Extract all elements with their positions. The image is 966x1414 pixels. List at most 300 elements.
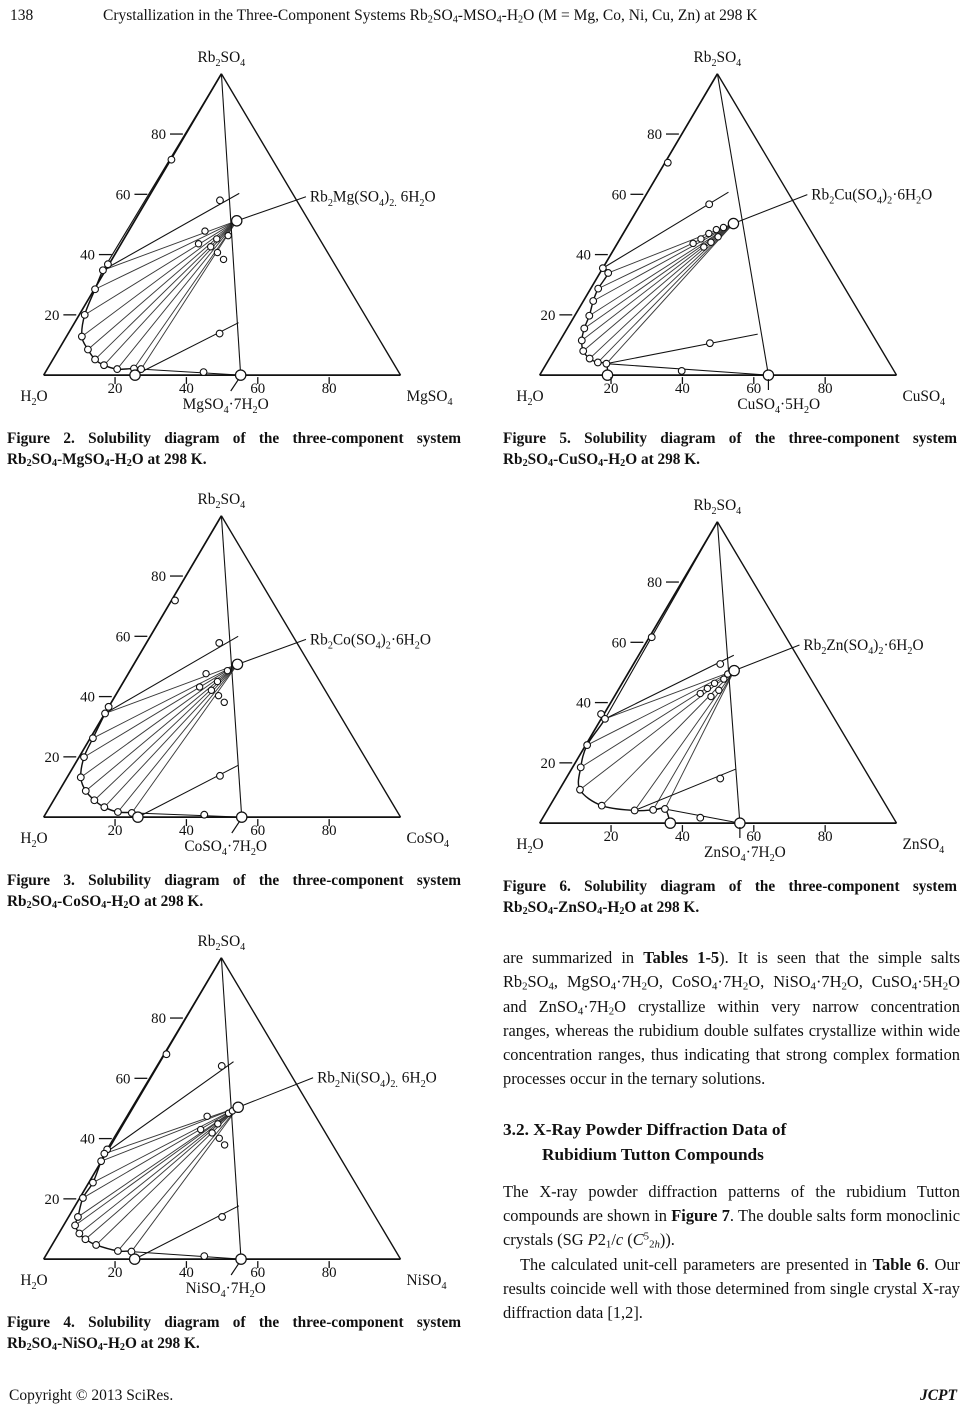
tspan-element: 4 [444,839,450,851]
tspan-element: 4 [736,506,742,518]
left-corner-label [516,836,543,856]
data-point [648,634,655,641]
tspan-element: O [36,829,48,847]
b-element: Table 6 [872,1254,925,1274]
line-element [717,74,896,375]
data-point [577,786,584,793]
tspan-element: CoSO [184,837,222,855]
tspan-element: 80 [321,822,337,839]
tspan-element: ·7H [225,1279,250,1297]
sub-element: 1 [605,1238,612,1251]
data-point [201,1253,208,1260]
data-point [236,1254,246,1264]
page-number: 138 [10,7,34,24]
line-element [734,645,799,671]
line-element [237,197,306,221]
data-point [664,159,671,166]
tspan-element: 20 [540,755,556,772]
bottom-axis-tick-label [250,1265,265,1281]
data-point [233,1102,243,1112]
data-point [82,1236,89,1243]
data-point [98,1158,105,1165]
sub-element: 4 [711,980,718,993]
sub-element: 4 [97,1342,103,1354]
figure-3-caption [6,870,462,913]
data-point [82,788,89,795]
line-element [141,221,237,369]
bottom-axis-tick-label [746,381,761,397]
line-element [221,958,400,1259]
tspan-element: 4 [223,404,229,416]
data-point [92,356,99,363]
line-element [138,765,238,817]
tspan-element: 4 [876,195,883,207]
triangle [540,74,897,375]
section-heading [503,1117,960,1167]
tspan-element: 60 [746,380,762,397]
tspan-element: SO [220,932,241,950]
data-point [662,806,669,813]
tspan-element: 2 [31,839,37,851]
data-point [711,680,717,686]
apex-label [198,491,246,511]
line-element [96,1107,238,1245]
tspan-element: Rb [693,496,712,514]
bottom-axis-tick-label [108,823,123,839]
data-point [678,368,685,375]
data-point [650,806,657,813]
tspan-element: CuSO [737,395,775,413]
left-axis-tick-label [541,308,556,324]
sub-element: 2 [942,980,949,993]
apex-label [694,497,742,517]
data-point [198,1126,204,1132]
tspan-element: 80 [817,380,833,397]
bottom-axis-tick-label [604,829,619,845]
data-point [713,226,719,232]
figure-3-block [6,490,462,913]
page-title: Crystallization in the Three-Component Systems $Rb_2SO_4-MSO_4-H_2O$ (M = Mg, Co, Ni, Cu, Zn) at 298 K [103,7,758,26]
data-point [590,298,597,305]
page-footer [9,1387,957,1405]
tspan-element: O [921,186,933,204]
sub-element: 4 [52,900,58,912]
sub-element: 4 [548,980,554,993]
data-point [697,814,704,821]
phase-lines [105,516,306,817]
hydrate-label [183,396,269,416]
figure-6-caption [502,876,958,919]
tspan-element: 40 [80,689,95,706]
tspan-element: 2 [821,646,827,658]
tspan-element: 2 [907,646,913,658]
data-point [224,667,230,673]
data-point [216,330,223,337]
tspan-element: 40 [576,247,591,264]
tspan-element: H [20,829,32,847]
tspan-element: ·7H [745,843,770,861]
tie-lines [75,1107,238,1251]
tspan-element: O [36,1271,48,1289]
figure-2-caption-line2: $Rb_2SO_4-MgSO_4-H_2O$ at 298 K. [7,451,207,470]
tspan-element: MgSO [182,395,224,413]
data-point [196,684,202,690]
data-point [218,1063,225,1070]
bottom-axis-tick-label [322,381,337,397]
tspan-element: CuSO [902,387,941,405]
data-point [101,362,108,369]
line-element [101,1107,238,1161]
left-corner-label [20,1272,47,1292]
data-point [217,772,224,779]
data-point [717,775,724,782]
sub-element: 4 [104,458,110,470]
data-point [728,218,738,228]
tspan-element: 4 [441,1281,447,1293]
tspan-element: 2 [803,404,810,416]
data-point [584,742,591,749]
tspan-element: 2 [829,195,835,207]
hydrate-label [186,1280,266,1300]
data-point [217,197,224,204]
line-element [598,224,733,289]
tspan-element: 4 [375,640,381,652]
bottom-axis-tick-label [322,823,337,839]
apex-label [198,933,246,953]
figure-6-caption-line2: $Rb_2SO_4-ZnSO_4-H_2O$ at 298 K. [503,899,700,918]
left-axis-tick-label [151,1011,166,1027]
tspan-element: Rb [811,186,830,204]
data-point [215,1121,221,1127]
i-element: c [615,1230,624,1250]
data-point [130,1254,140,1264]
line-element [231,379,239,391]
data-points [72,1051,246,1264]
left-axis-tick-label [45,308,60,324]
labels [516,49,945,416]
data-point [115,809,122,816]
b-element: Figure 7 [671,1206,730,1226]
tspan-element: 2 [419,197,425,209]
data-point [202,228,208,234]
data-point [214,678,220,684]
line-element [141,369,241,375]
sub-element: 2 [26,458,32,470]
data-point [605,270,612,277]
data-point [81,754,88,761]
data-point [220,256,226,262]
left-axis-tick-label [576,696,591,712]
data-point [214,236,220,242]
line-element [93,1107,238,1182]
bottom-axis-tick-label [179,823,194,839]
figure-4-caption [6,1312,462,1355]
tspan-element: 2 [215,58,221,70]
axis-ticks [45,127,337,397]
line-element [105,516,221,714]
tspan-element: 2 [887,195,893,207]
left-axis-tick-label [80,1132,95,1148]
tspan-element: 80 [817,828,833,845]
data-point [101,1150,108,1157]
tspan-element: 20 [44,749,60,766]
labels [20,933,446,1300]
tspan-element: 40 [178,1264,194,1281]
line-element [134,221,237,369]
tspan-element: H [20,387,32,405]
tspan-element: 20 [540,307,556,324]
left-axis-tick-label [80,248,95,264]
line-element [221,516,400,817]
tspan-element: 20 [107,1264,123,1281]
tspan-element: 2 [878,646,884,658]
tspan-element: 4 [240,58,246,70]
tspan-element: 60 [611,635,627,652]
tspan-element: NiSO [406,1271,442,1289]
data-point [706,230,712,236]
data-point [580,348,587,355]
sub-element: 4 [548,906,554,918]
data-point [701,244,707,250]
data-point [631,807,638,814]
tspan-element: 2 [327,197,333,209]
tspan-element: Rb [803,636,822,654]
data-point [76,1230,83,1237]
figure-2-caption-line1: Figure 2. Solubility diagram of the three-component system [7,429,461,447]
line-element [606,364,768,375]
right-corner-label [406,388,452,408]
data-point [101,804,108,811]
data-point [91,797,98,804]
bottom-axis-tick-label [322,1265,337,1281]
tspan-element: 2 [769,852,775,864]
sub-element: 2 [742,980,749,993]
data-point [690,240,696,246]
tspan-element: 40 [674,828,690,845]
tspan-element: Rb [309,631,328,649]
tspan-element: 60 [115,629,131,646]
data-point [697,690,703,696]
line-element [85,1107,238,1239]
line-element [104,664,237,807]
bottom-axis-tick-label [108,1265,123,1281]
tspan-element: 4 [240,942,246,954]
tspan-element: O [254,1279,266,1297]
data-point [594,359,601,366]
data-point [586,355,593,362]
data-point [114,366,121,373]
tspan-element: 4 [447,397,453,409]
data-point [221,699,227,705]
axis-ticks [541,575,833,845]
tspan-element: 80 [321,380,337,397]
tspan-element: 4 [380,1078,386,1090]
paragraph-results: are summarized in Tables 1-5). It is seen that the simple salts $Rb_2SO_4$, $MgSO_4\cdot 7H_2O$, $CoSO_4\cdot 7H_2O$, $NiSO_4\cdot 7H_2O$, $CuSO_4\cdot 5H_2O$ and $ZnSO_4\cdot 7H_2O$ crystallize within very narrow concentration ranges, whereas the rubidium double sulfates crystallize within wide concentration ranges, thus indicating that strong complex formation processes occur in the ternary solutions. [503,948,960,1089]
data-point [93,1242,100,1249]
line-element [237,639,306,664]
tspan-element: ·7H [226,837,251,855]
left-axis-tick-label [612,187,627,203]
data-point [72,1222,79,1229]
sub-element: 2h [649,1238,660,1251]
sub-element: 2 [619,906,625,918]
left-axis-tick-label [151,127,166,143]
double-salt-label [811,187,932,207]
data-point [706,201,713,208]
data-points [578,159,773,380]
tspan-element: H [20,1271,32,1289]
data-point [105,261,112,268]
data-point [717,661,724,668]
double-salt-label [803,637,923,657]
left-axis-tick-label [80,690,95,706]
line-element [605,522,717,719]
tspan-element: 2 [31,397,37,409]
data-point [720,224,726,230]
sub-element: 2 [522,458,528,470]
tspan-element: ) [384,188,390,206]
double-salt-label [317,1070,437,1090]
tspan-element: 2. [390,1078,398,1090]
figure-6-block [502,496,958,919]
sub-element: 4 [452,14,458,26]
tspan-element: 20 [603,380,619,397]
tspan-element: ·6H [883,636,908,654]
tspan-element: 80 [151,568,167,585]
tspan-element: ZnSO [703,843,741,861]
body-text-column [503,946,960,1326]
tspan-element: O [255,837,268,855]
labels [516,497,944,864]
data-point [92,286,99,293]
phase-lines [605,522,799,823]
left-axis-tick-label [541,756,556,772]
tspan-element: ·7H [228,395,253,413]
phase-lines [603,74,807,375]
tspan-element: 80 [647,574,663,591]
tspan-element: 2 [385,640,391,652]
tspan-element: 20 [107,380,123,397]
left-axis-tick-label [151,569,166,585]
tspan-element: 6H [397,1069,421,1087]
tspan-element: 60 [115,1071,131,1088]
left-corner-label [20,830,47,850]
left-corner-label [516,388,543,408]
section-heading-line1: 3.2. X-Ray Powder Diffraction Data of [503,1119,787,1139]
figure-5-caption-line2: $Rb_2SO_4-CuSO_4-H_2O$ at 298 K. [503,451,701,470]
hydrate-label [737,396,820,416]
sub-element: 2 [26,1342,32,1354]
data-point [715,234,721,240]
left-axis-tick-label [45,1192,60,1208]
data-point [208,687,214,693]
apex-label [198,49,246,69]
paragraph-xrd: The X-ray powder diffraction patterns of the rubidium Tutton compounds are shown in Figure 7. The double salts form monoclinic crystals (SG $P2_1/c$ $(C^5_{2h})$). [503,1181,960,1251]
figure-2-diagram [6,48,462,425]
tspan-element: SO [220,48,241,66]
double-salt-label [310,631,431,651]
tspan-element: 4 [868,646,874,658]
tspan-element: ZnSO [902,835,940,853]
line-element [733,195,807,224]
tspan-element: 4 [736,58,742,70]
tspan-element: 40 [576,695,591,712]
figure-2-block [6,48,462,471]
data-point [208,244,214,250]
triangle [44,74,401,375]
data-point [172,597,179,604]
tspan-element: 2 [31,1281,37,1293]
sub-element: 2 [641,980,647,993]
tspan-element: MgSO [406,387,448,405]
line-element [105,636,238,713]
tspan-element: 60 [746,828,762,845]
tspan-element: O [425,1069,437,1087]
figure-6-diagram [502,496,958,873]
tspan-element: 4 [240,500,246,512]
bottom-axis-tick-label [818,381,833,397]
tspan-element: Cu(SO [834,186,877,204]
tspan-element: Rb [317,1069,336,1087]
copyright-text: Copyright © 2013 SciRes. [9,1387,174,1404]
labels [20,49,452,416]
tspan-element: Zn(SO [826,636,869,654]
line-element [131,1252,241,1260]
data-point [216,1135,222,1141]
phase-lines [104,958,313,1259]
tspan-element: O [257,395,269,413]
tspan-element: 2 [327,640,333,652]
data-point [80,1195,87,1202]
left-corner-label [20,388,47,408]
data-point [85,346,92,353]
tspan-element: 2 [215,500,221,512]
data-point [90,1179,97,1186]
figure-4-caption-line1: Figure 4. Solubility diagram of the three-component system [7,1313,461,1331]
line-element [717,522,896,823]
hydrate-label [184,838,267,858]
paragraph-unitcell: The calculated unit-cell parameters are presented in Table 6. Our results coincide well with those determined from single crystal X-ray diffraction data [1,2]. [503,1254,960,1323]
tspan-element: O [774,843,786,861]
left-axis-tick-label [45,750,60,766]
data-point [578,337,585,344]
data-point [704,685,710,691]
bottom-axis-tick-label [179,381,194,397]
hydrate-label [704,844,786,864]
data-point [219,1214,226,1221]
data-point [729,665,739,675]
tspan-element: 20 [44,1191,60,1208]
data-point [698,236,704,242]
tspan-element: Rb [309,188,328,206]
sup-element: 5 [643,1230,650,1243]
tspan-element: 40 [80,1131,95,1148]
line-element [118,1107,238,1251]
left-axis-tick-label [647,127,662,143]
tspan-element: 2 [711,506,717,518]
solubility-isotherm [582,268,609,375]
tspan-element: 2 [711,58,717,70]
right-corner-label [406,830,449,850]
data-point [77,774,84,781]
sub-element: 2 [427,14,433,26]
figure-3-caption-line1: Figure 3. Solubility diagram of the three-component system [7,871,461,889]
bottom-axis-tick-label [604,381,619,397]
tspan-element: O [912,636,924,654]
data-point [133,812,143,822]
bottom-axis-tick-label [818,829,833,845]
tspan-element: 2 [916,195,922,207]
